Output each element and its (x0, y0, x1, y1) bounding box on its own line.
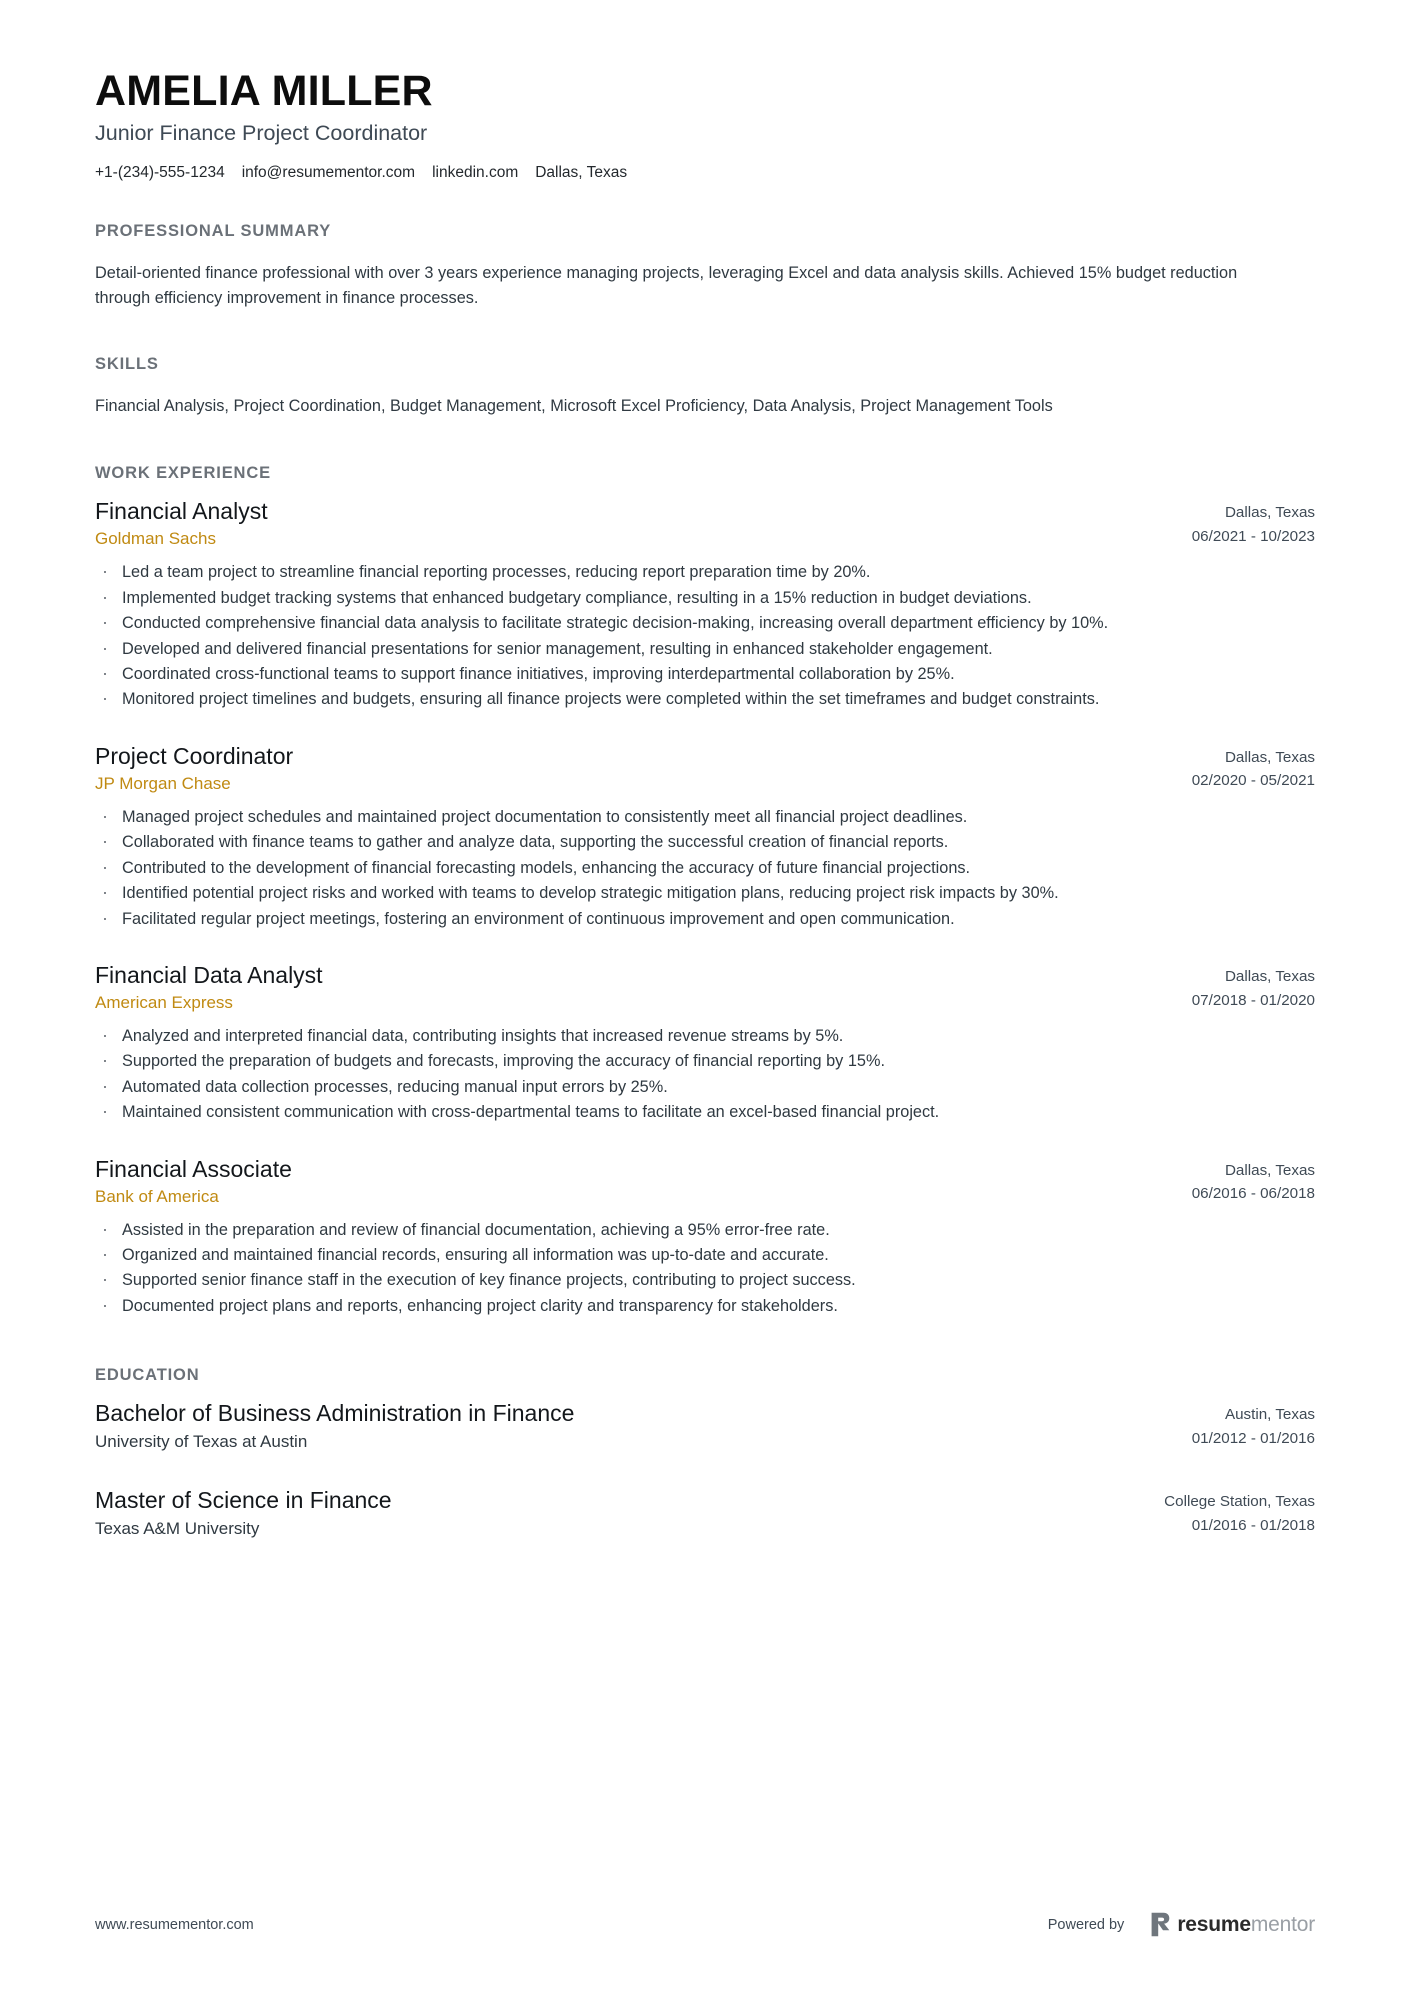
list-item: · Supported the preparation of budgets and forecasts, improving the accuracy of financial reporting by 15%. (95, 1049, 1315, 1073)
list-item: · Facilitated regular project meetings, fostering an environment of continuous improvement and open communication. (95, 907, 1315, 931)
resumementor-mark-icon (1150, 1912, 1170, 1937)
job-title: Junior Finance Project Coordinator (95, 121, 428, 146)
list-item: · Analyzed and interpreted financial data, contributing insights that increased revenue streams by 5%. (95, 1024, 1315, 1048)
education-location: Austin, Texas (1224, 1406, 1315, 1424)
list-item: · Contributed to the development of financial forecasting models, enhancing the accuracy of future financial projections. (95, 856, 1315, 880)
experience-entry (95, 742, 1315, 931)
list-item: · Conducted comprehensive financial data analysis to facilitate strategic decision-making, increasing overall department efficiency by 10%. (95, 611, 1315, 635)
page-footer (95, 1912, 1315, 1937)
contact-phone: +1-(234)-555-1234 (95, 164, 225, 182)
experience-dates: 06/2021 - 10/2023 (1191, 527, 1315, 545)
experience-role: Financial Analyst (95, 498, 268, 525)
experience-entry (95, 1155, 1315, 1319)
experience-role: Project Coordinator (95, 742, 294, 769)
education-dates: 01/2016 - 01/2018 (1191, 1516, 1315, 1534)
resume-header (95, 0, 1315, 184)
skills-text: Financial Analysis, Project Coordination, Budget Management, Microsoft Excel Proficiency, Data Analysis, Project Management Tools (95, 396, 1053, 415)
footer-branding (1048, 1912, 1315, 1937)
experience-dates: 06/2016 - 06/2018 (1191, 1185, 1315, 1203)
experience-bullets (95, 805, 1315, 931)
section-heading-education: EDUCATION (95, 1366, 200, 1385)
education-school: University of Texas at Austin (95, 1432, 308, 1452)
experience-entry (95, 961, 1315, 1125)
experience-entry-header (95, 497, 1315, 551)
experience-company: Bank of America (95, 1186, 219, 1206)
powered-by-label: Powered by (1047, 1916, 1125, 1933)
contact-linkedin[interactable]: linkedin.com (432, 164, 519, 182)
list-item: · Supported senior finance staff in the execution of key finance projects, contributing to project success. (95, 1268, 1315, 1292)
education-entry-header (95, 1486, 1315, 1541)
education-location: College Station, Texas (1164, 1493, 1315, 1511)
resumementor-logo (1150, 1912, 1315, 1937)
education-school: Texas A&M University (95, 1519, 260, 1539)
experience-role: Financial Data Analyst (95, 961, 323, 988)
education-degree: Bachelor of Business Administration in Finance (95, 1400, 575, 1427)
section-heading-skills: SKILLS (95, 354, 159, 373)
education-dates: 01/2012 - 01/2016 (1191, 1429, 1315, 1447)
education-entry-header (95, 1399, 1315, 1454)
page-title: AMELIA MILLER (95, 67, 433, 115)
section-work-experience (95, 464, 1315, 1318)
experience-entry (95, 497, 1315, 712)
contact-email: info@resumementor.com (241, 164, 416, 182)
brand-text-bold: resume (1177, 1913, 1251, 1936)
footer-website-url[interactable]: www.resumementor.com (95, 1916, 254, 1933)
brand-text-light: mentor (1250, 1913, 1315, 1936)
experience-location: Dallas, Texas (1224, 748, 1315, 766)
education-entry (95, 1486, 1315, 1541)
education-entry (95, 1399, 1315, 1454)
brand-wordmark (1177, 1914, 1315, 1935)
list-item: · Monitored project timelines and budgets, ensuring all finance projects were completed within the set timeframes and budget constraints. (95, 687, 1315, 711)
experience-location: Dallas, Texas (1224, 967, 1315, 985)
experience-dates: 07/2018 - 01/2020 (1191, 991, 1315, 1009)
experience-company: Goldman Sachs (95, 529, 216, 549)
education-degree: Master of Science in Finance (95, 1487, 392, 1514)
contact-line (95, 162, 1315, 184)
list-item: · Automated data collection processes, reducing manual input errors by 25%. (95, 1075, 1315, 1099)
list-item: · Assisted in the preparation and review of financial documentation, achieving a 95% error-free rate. (95, 1218, 1315, 1242)
experience-entry-header (95, 742, 1315, 796)
section-heading-experience: WORK EXPERIENCE (95, 464, 271, 483)
section-skills (95, 355, 1315, 419)
experience-entry-header (95, 961, 1315, 1015)
section-education (95, 1366, 1315, 1541)
list-item: · Maintained consistent communication with cross-departmental teams to facilitate an excel-based financial project. (95, 1100, 1315, 1124)
experience-bullets (95, 1024, 1315, 1125)
experience-location: Dallas, Texas (1224, 1161, 1315, 1179)
experience-company: American Express (95, 992, 233, 1012)
summary-text: Detail-oriented finance professional with over 3 years experience managing projects, leveraging Excel and data analysis skills. Achieved 15% budget reduction through efficiency improvement in finance processes. (95, 264, 1238, 307)
list-item: · Organized and maintained financial records, ensuring all information was up-to-date and accurate. (95, 1243, 1315, 1267)
list-item: · Led a team project to streamline financial reporting processes, reducing report preparation time by 20%. (95, 560, 1315, 584)
list-item: · Implemented budget tracking systems that enhanced budgetary compliance, resulting in a 15% reduction in budget deviations. (95, 586, 1315, 610)
contact-location: Dallas, Texas (535, 164, 628, 182)
list-item: · Managed project schedules and maintained project documentation to consistently meet all financial project deadlines. (95, 805, 1315, 829)
section-professional-summary (95, 222, 1315, 311)
experience-bullets (95, 1218, 1315, 1319)
experience-role: Financial Associate (95, 1155, 292, 1182)
list-item: · Coordinated cross-functional teams to support finance initiatives, improving interdepartmental collaboration by 25%. (95, 662, 1315, 686)
experience-bullets (95, 560, 1315, 712)
experience-entry-header (95, 1155, 1315, 1209)
list-item: · Collaborated with finance teams to gather and analyze data, supporting the successful creation of financial reports. (95, 830, 1315, 854)
section-heading-summary: PROFESSIONAL SUMMARY (95, 222, 332, 241)
experience-dates: 02/2020 - 05/2021 (1191, 772, 1315, 790)
experience-location: Dallas, Texas (1224, 504, 1315, 522)
list-item: · Identified potential project risks and worked with teams to develop strategic mitigation plans, reducing project risk impacts by 30%. (95, 881, 1315, 905)
list-item: · Developed and delivered financial presentations for senior management, resulting in enhanced stakeholder engagement. (95, 637, 1315, 661)
experience-company: JP Morgan Chase (95, 773, 231, 793)
list-item: · Documented project plans and reports, enhancing project clarity and transparency for stakeholders. (95, 1294, 1315, 1318)
